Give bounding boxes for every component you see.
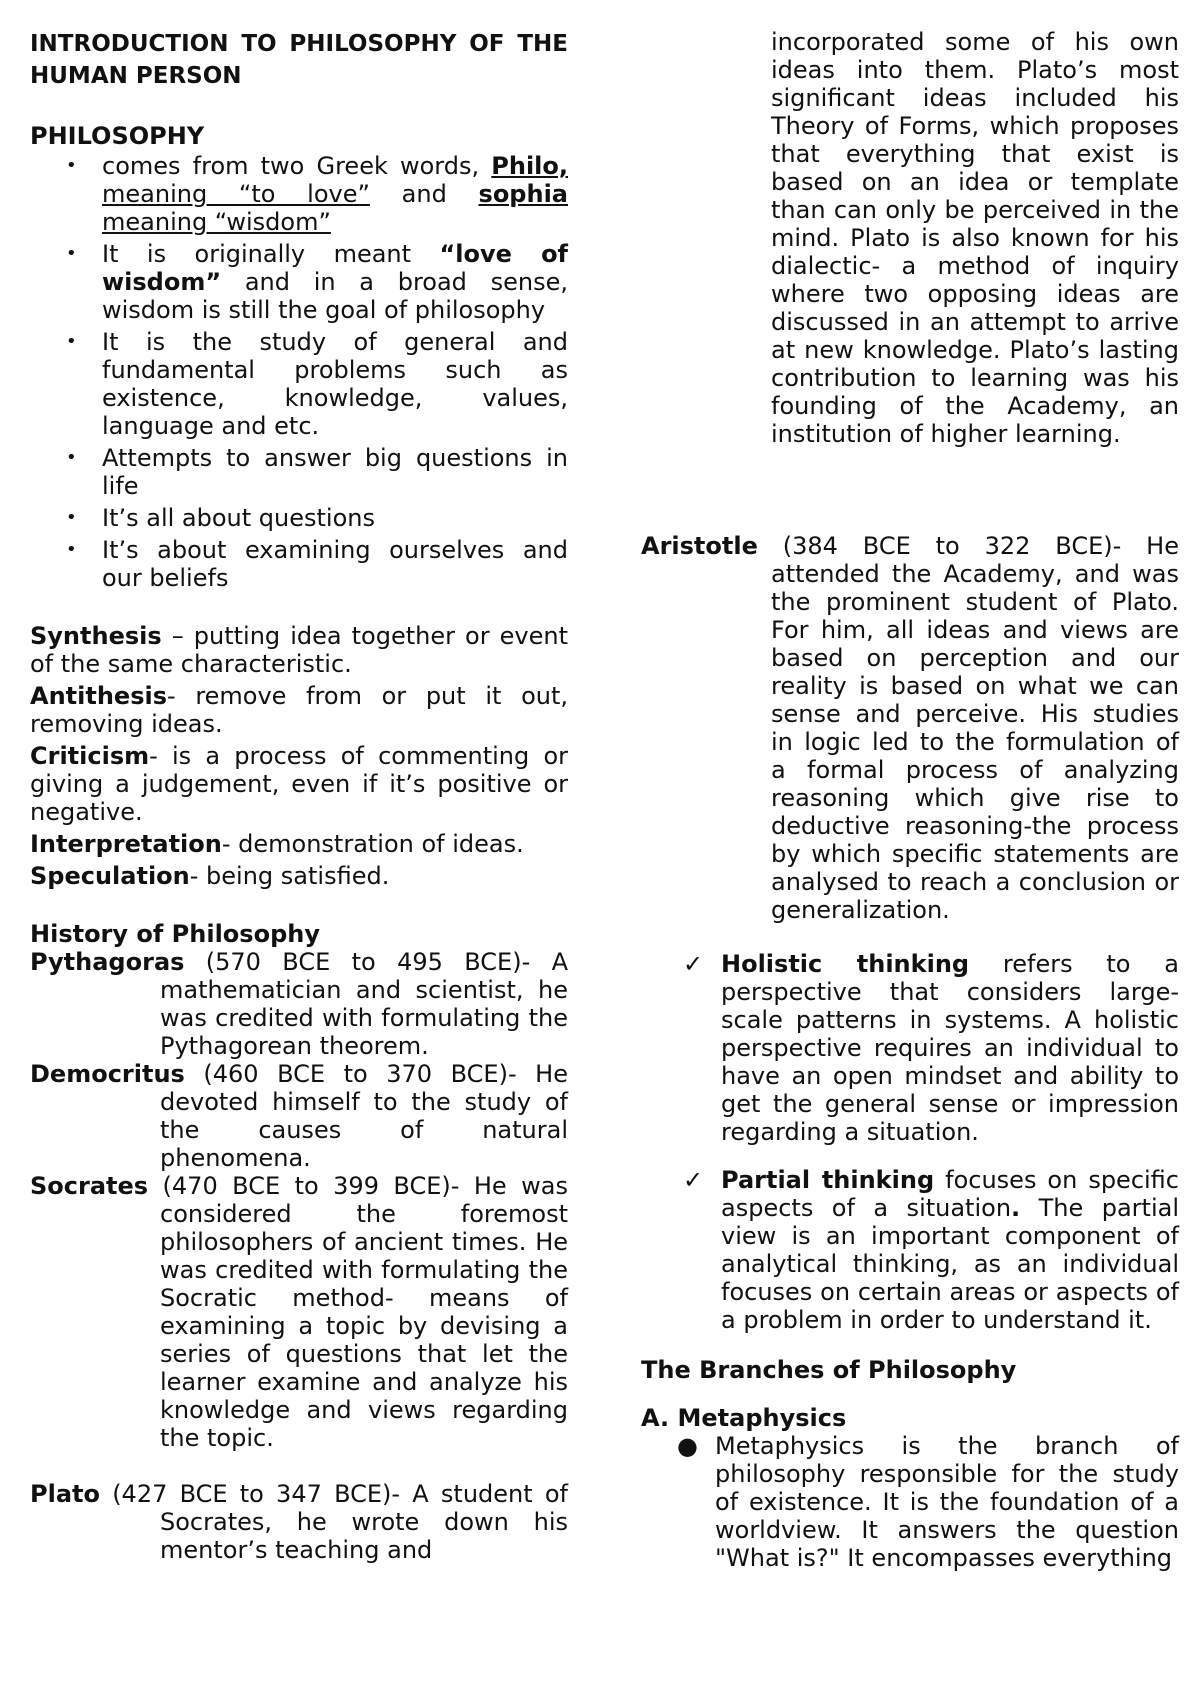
bullet-icon: • [66, 155, 77, 176]
list-item: • comes from two Greek words, Philo, meaning “to love” and sophia meaning “wisdom” [66, 152, 568, 236]
terms-section [30, 622, 568, 890]
bullet-icon: • [66, 507, 77, 528]
pythagoras-entry: Pythagoras (570 BCE to 495 BCE)- A mathematician and scientist, he was credited with formulating the Pythagorean theorem. [30, 948, 568, 1060]
right-column [641, 28, 1179, 1572]
list-item: • Attempts to answer big questions in life [66, 444, 568, 500]
metaphysics-heading: A. Metaphysics [641, 1404, 847, 1432]
holistic-thinking-item: ✓ Holistic thinking refers to a perspective that considers large-scale patterns in systems. A holistic perspective requires an individual to have an open mindset and ability to get the general sense or impression regarding a situation. [683, 950, 1179, 1146]
branches-heading: The Branches of Philosophy [641, 1356, 1017, 1384]
bullet-icon: • [66, 539, 77, 560]
history-heading: History of Philosophy [30, 920, 320, 948]
document-title: INTRODUCTION TO PHILOSOPHY OF THE HUMAN PERSON [30, 31, 568, 89]
plato-entry: Plato (427 BCE to 347 BCE)- A student of Socrates, he wrote down his mentor’s teaching and [30, 1480, 568, 1564]
synthesis-definition: Synthesis – putting idea together or event of the same characteristic. [30, 622, 568, 678]
list-item: • It’s about examining ourselves and our beliefs [66, 536, 568, 592]
metaphysics-item: ● Metaphysics is the branch of philosophy responsible for the study of existence. It is the foundation of a worldview. It answers the question "What is?" It encompasses everything [677, 1432, 1179, 1572]
checkmark-icon: ✓ [683, 1166, 704, 1194]
list-item: • It’s all about questions [66, 504, 375, 532]
democritus-entry: Democritus (460 BCE to 370 BCE)- He devoted himself to the study of the causes of natural phenomena. [30, 1060, 568, 1172]
plato-entry-continued: incorporated some of his own ideas into them. Plato’s most significant ideas included his Theory of Forms, which proposes that everything that exist is based on an idea or template than can only be perceived in the mind. Plato is also known for his dialectic- a method of inquiry where two opposing ideas are discussed in an attempt to arrive at new knowledge. Plato’s lasting contribution to learning was his founding of the Academy, an institution of higher learning. [771, 28, 1179, 448]
bullet-icon: • [66, 447, 77, 468]
bullet-icon: ● [677, 1432, 698, 1460]
partial-thinking-item: ✓ Partial thinking focuses on specific aspects of a situation. The partial view is an important component of analytical thinking, as an individual focuses on certain areas or aspects of a problem in order to understand it. [683, 1166, 1180, 1334]
aristotle-entry: Aristotle (384 BCE to 322 BCE)- He attended the Academy, and was the prominent student of Plato. For him, all ideas and views are based on perception and our reality is based on what we can sense and perceive. His studies in logic led to the formulation of a formal process of analyzing reasoning which give rise to deductive reasoning-the process by which specific statements are analysed to reach a conclusion or generalization. [641, 532, 1179, 924]
speculation-definition: Speculation- being satisfied. [30, 862, 390, 890]
interpretation-definition: Interpretation- demonstration of ideas. [30, 830, 524, 858]
bullet-icon: • [66, 243, 77, 264]
philo-term: Philo, [491, 152, 568, 180]
criticism-definition: Criticism- is a process of commenting or giving a judgement, even if it’s positive or negative. [30, 742, 568, 826]
bullet-icon: • [66, 331, 77, 352]
left-column [30, 28, 568, 1564]
philosophy-heading: PHILOSOPHY [30, 122, 205, 150]
list-item: • It is the study of general and fundamental problems such as existence, knowledge, values, language and etc. [66, 328, 568, 440]
socrates-entry: Socrates (470 BCE to 399 BCE)- He was considered the foremost philosophers of ancient times. He was credited with formulating the Socratic method- means of examining a topic by devising a series of questions that let the learner examine and analyze his knowledge and views regarding the topic. [30, 1172, 568, 1452]
checkmark-icon: ✓ [683, 950, 704, 978]
philosophy-list [30, 152, 568, 592]
sophia-term: sophia [478, 180, 568, 208]
antithesis-definition: Antithesis- remove from or put it out, removing ideas. [30, 682, 568, 738]
list-item: • It is originally meant “love of wisdom” and in a broad sense, wisdom is still the goal of philosophy [66, 240, 568, 324]
